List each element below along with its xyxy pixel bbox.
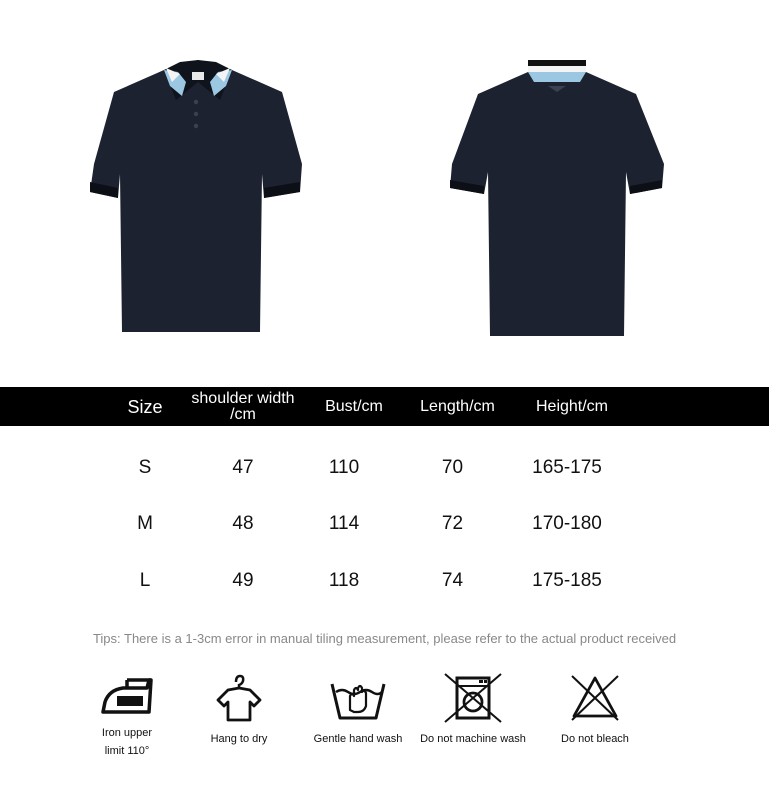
iron-label-line1: Iron upper <box>101 727 153 739</box>
cell-height: 165-175 <box>532 457 602 478</box>
no-bleach-icon <box>568 672 622 724</box>
cell-size: L <box>139 570 151 591</box>
table-row <box>0 509 769 539</box>
no-bleach-label: Do not bleach <box>561 733 629 745</box>
header-length: Length/cm <box>420 397 495 415</box>
cell-length: 70 <box>441 457 464 478</box>
header-size: Size <box>127 396 163 417</box>
care-no-bleach <box>540 672 650 748</box>
no-machine-wash-icon <box>443 672 503 724</box>
polo-front-image <box>86 52 308 342</box>
hand-wash-icon <box>328 672 388 724</box>
header-shoulder-line1: shoulder width <box>191 389 295 407</box>
table-row <box>0 453 769 483</box>
cell-height: 175-185 <box>532 570 602 591</box>
cell-size: M <box>137 513 153 534</box>
hand-wash-label: Gentle hand wash <box>313 733 403 745</box>
no-machine-wash-label: Do not machine wash <box>420 733 526 745</box>
measurement-tips: Tips: There is a 1-3cm error in manual tiling measurement, please refer to the actual product received <box>92 631 677 646</box>
table-row <box>0 566 769 596</box>
cell-bust: 118 <box>328 570 360 591</box>
cell-length: 74 <box>441 570 464 591</box>
polo-back-image <box>446 52 668 342</box>
cell-shoulder: 49 <box>232 570 254 591</box>
cell-length: 72 <box>441 513 464 534</box>
size-table-header <box>0 387 769 426</box>
cell-height: 170-180 <box>532 513 602 534</box>
header-shoulder-line2: /cm <box>230 405 256 423</box>
iron-icon <box>97 672 157 718</box>
care-iron <box>72 672 182 760</box>
cell-bust: 110 <box>328 457 360 478</box>
cell-bust: 114 <box>328 513 360 534</box>
cell-size: S <box>138 457 152 478</box>
care-no-machine-wash <box>418 672 528 748</box>
iron-label-line2: limit 110° <box>104 745 150 757</box>
hanger-shirt-icon <box>214 672 264 724</box>
care-hand-wash <box>303 672 413 748</box>
cell-shoulder: 48 <box>232 513 254 534</box>
care-hang <box>184 672 294 748</box>
hang-label: Hang to dry <box>210 733 268 745</box>
header-height: Height/cm <box>535 397 609 415</box>
header-shoulder-width <box>178 387 308 426</box>
header-bust: Bust/cm <box>325 397 383 415</box>
cell-shoulder: 47 <box>232 457 254 478</box>
